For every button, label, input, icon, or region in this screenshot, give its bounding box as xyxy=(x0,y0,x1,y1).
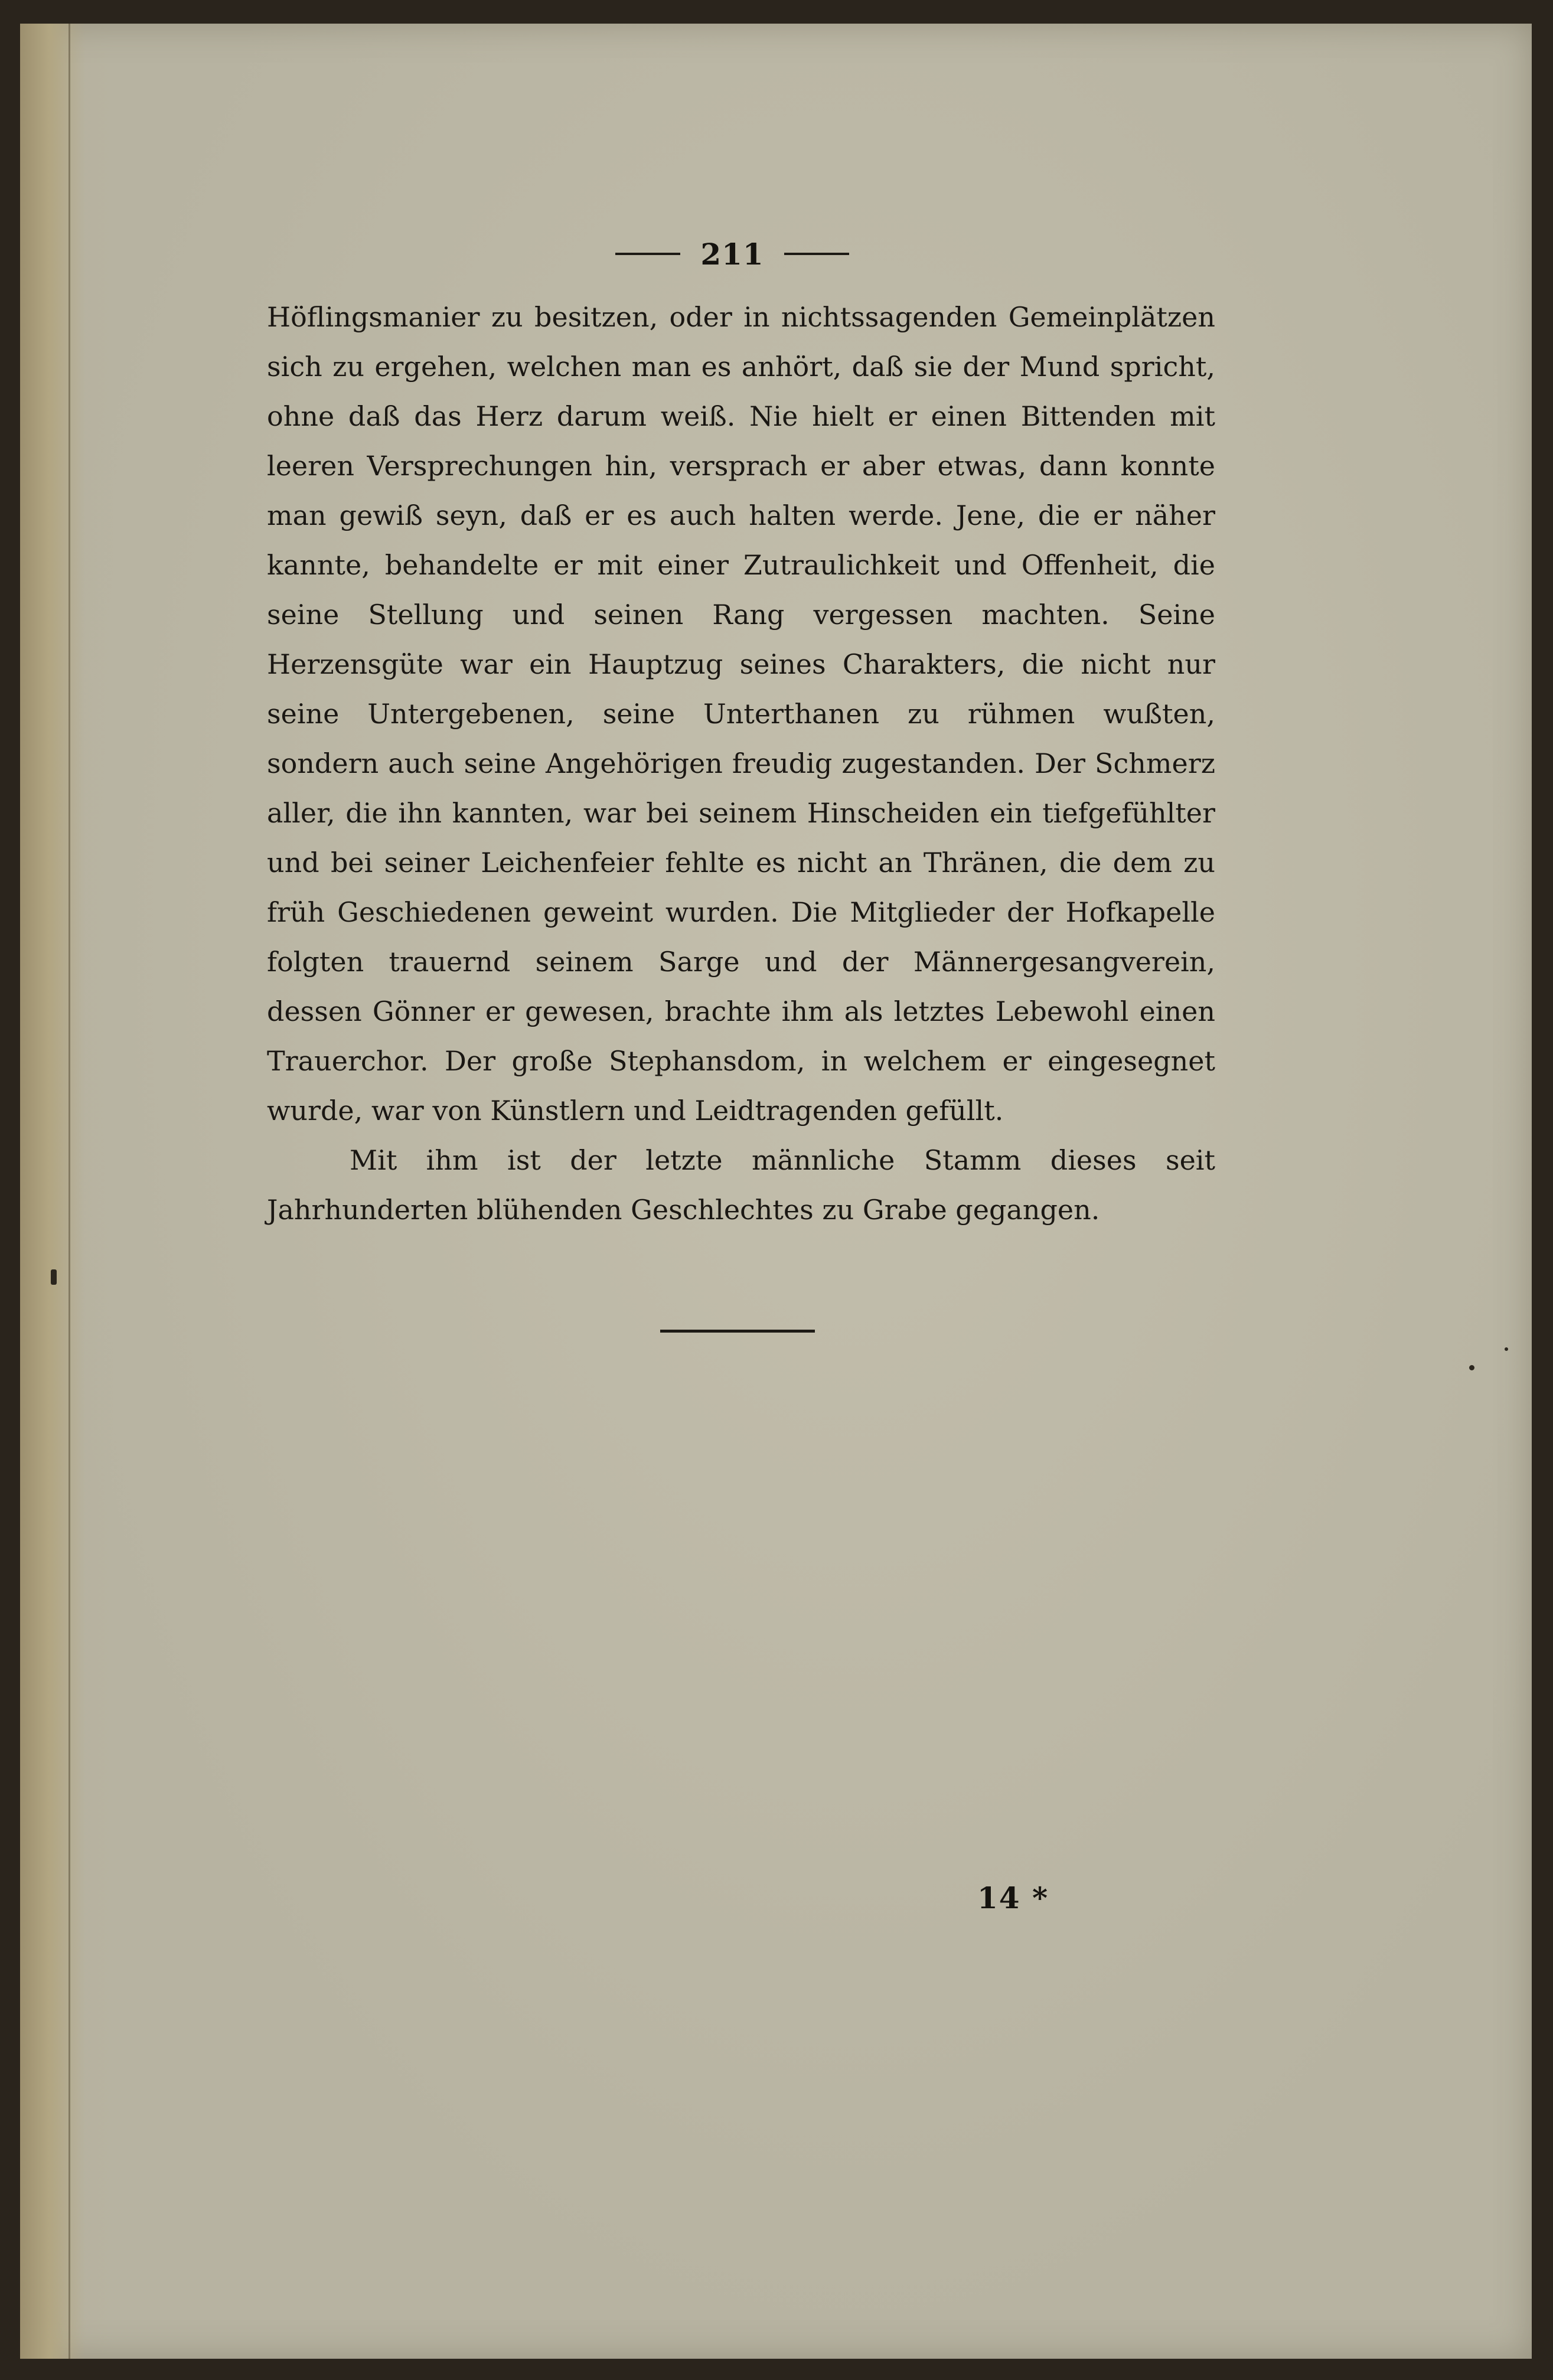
header-dash-left xyxy=(615,253,680,255)
paragraph: Höflingsmanier zu besitzen, oder in nichtssagenden Gemeinplätzen sich zu ergehen, welchen man es anhört, daß sie der Mund spricht, ohne daß das Herz darum weiß. Nie hielt er einen Bittenden mit leeren Versprechungen hin, versprach er aber etwas, dann konnte man gewiß seyn, daß er es auch halten werde. Jene, die er näher kannte, behandelte er mit einer Zutraulichkeit und Offenheit, die seine Stellung und seinen Rang vergessen machten. Seine Herzensgüte war ein Hauptzug seines Charakters, die nicht nur seine Untergebenen, seine Unterthanen zu rühmen wußten, sondern auch seine Angehörigen freudig zugestanden. Der Schmerz aller, die ihn kannten, war bei seinem Hinscheiden ein tiefgefühlter und bei seiner Leichenfeier fehlte es nicht an Thränen, die dem zu früh Geschiedenen geweint wurden. Die Mitglieder der Hofkapelle folgten trauernd seinem Sarge und der Männergesangverein, dessen Gönner er gewesen, brachte ihm als letztes Lebewohl einen Trauerchor. Der große Stephansdom, in welchem er eingesegnet wurde, war von Künstlern und Leidtragenden gefüllt. xyxy=(267,301,1215,1127)
body-text xyxy=(267,292,1215,1235)
page-header xyxy=(614,233,850,275)
paper-speck xyxy=(1505,1347,1508,1351)
paper-speck xyxy=(51,1269,57,1285)
binding-edge xyxy=(68,24,70,2359)
paragraph: Mit ihm ist der letzte männliche Stamm dieses seit Jahrhunderten blühenden Geschlechtes zu Grabe gegangen. xyxy=(267,1144,1215,1226)
header-dash-right xyxy=(784,253,849,255)
sheet-signature: 14 * xyxy=(977,1881,1049,1915)
section-end-rule xyxy=(660,1330,815,1333)
paper-speck xyxy=(1469,1365,1474,1370)
page-number: 211 xyxy=(700,236,764,272)
page-gutter xyxy=(20,24,85,2359)
